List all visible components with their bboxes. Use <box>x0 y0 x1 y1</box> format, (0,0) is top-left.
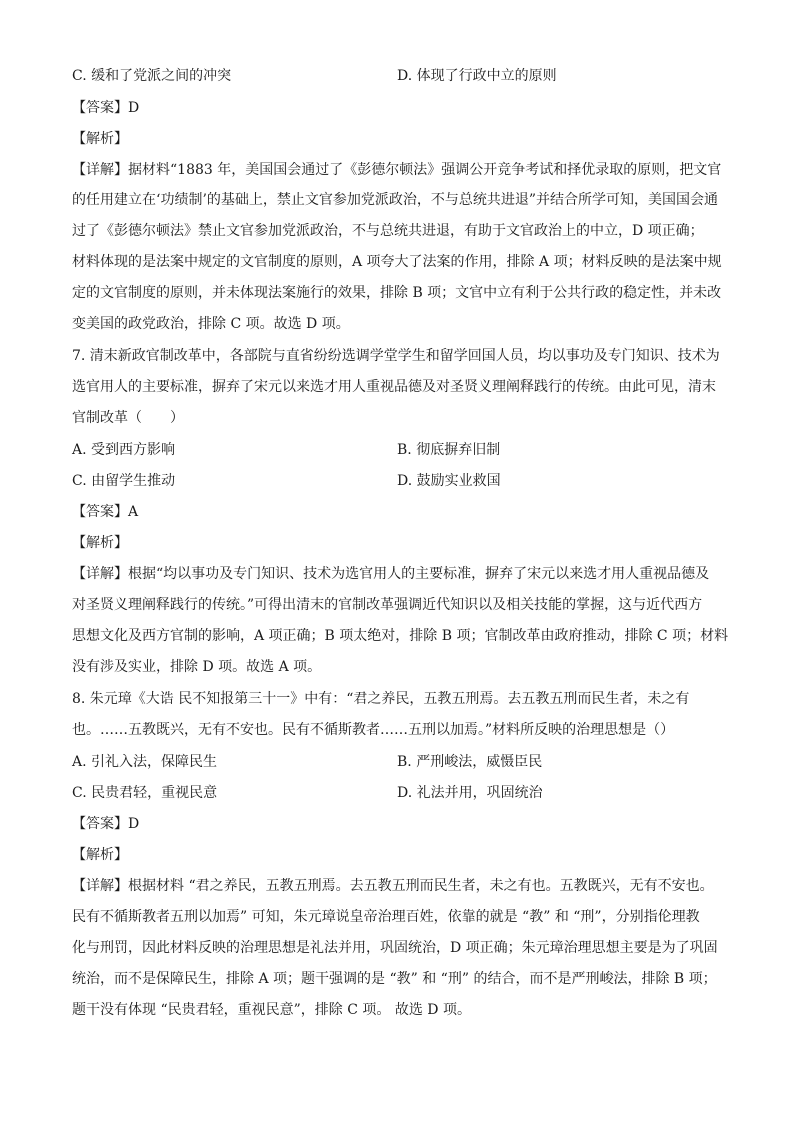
q6-detail-line: 过了《彭德尔顿法》禁止文官参加党派政治，不与总统共进退，有助于文官政治上的中立，D 项正确； <box>72 223 704 239</box>
q6-option-c: C. 缓和了党派之间的冲突 <box>72 68 232 84</box>
q6-answer: 【答案】D <box>72 100 140 116</box>
q6-detail-line: 【详解】据材料“1883 年，美国国会通过了《彭德尔顿法》强调公开竞争考试和择优录取的原则，把文官 <box>72 162 722 178</box>
q8-detail-line: 化与刑罚，因此材料反映的治理思想是礼法并用，巩固统治，D 项正确；朱元璋治理思想主要是为了巩固 <box>72 940 718 956</box>
q7-detail-line: 【详解】根据“均以事功及专门知识、技术为选官用人的主要标准，摒弃了宋元以来选才用人重视品德及 <box>72 566 710 582</box>
q7-analysis-label: 【解析】 <box>72 535 128 551</box>
q6-detail-line: 的任用建立在‘功绩制’的基础上，禁止文官参加党派政治，不与总统共进退”并结合所学可知，美国国会通 <box>72 192 719 208</box>
q8-option-c: C. 民贵君轻，重视民意 <box>72 785 218 801</box>
q7-option-d: D. 鼓励实业救国 <box>397 473 501 489</box>
q6-detail-line: 定的文官制度的原则，并未体现法案施行的效果，排除 B 项；文官中立有利于公共行政的稳定性，并未改 <box>72 285 722 301</box>
q6-analysis-label: 【解析】 <box>72 131 128 147</box>
q8-detail-line: 民有不循斯教者五刑以加焉” 可知，朱元璋说皇帝治理百姓，依靠的就是 “教” 和 “刑”，分别指伦理教 <box>72 909 700 925</box>
q8-detail-line: 题干没有体现 “民贵君轻，重视民意”，排除 C 项。 故选 D 项。 <box>72 1002 471 1018</box>
q8-option-a: A. 引礼入法，保障民生 <box>72 754 218 770</box>
q7-option-b: B. 彻底摒弃旧制 <box>397 442 501 458</box>
q8-detail-line: 【详解】根据材料 “君之养民，五教五刑焉。去五教五刑而民生者，未之有也。五教既兴，无有不安也。 <box>72 878 714 894</box>
q7-stem-line: 官制改革（ ） <box>72 410 184 426</box>
q7-detail-line: 思想文化及西方官制的影响，A 项正确；B 项太绝对，排除 B 项；官制改革由政府推动，排除 C 项；材料 <box>72 628 729 644</box>
q8-detail-line: 统治，而不是保障民生，排除 A 项；题干强调的是 “教” 和 “刑” 的结合，而不是严刑峻法，排除 B 项； <box>72 971 717 987</box>
q7-detail-line: 对圣贤义理阐释践行的传统。”可得出清末的官制改革强调近代知识以及相关技能的掌握，这与近代西方 <box>72 597 703 613</box>
q7-stem-line: 7. 清末新政官制改革中，各部院与直省纷纷选调学堂学生和留学回国人员，均以事功及专门知识、技术为 <box>72 348 720 364</box>
q6-detail-line: 变美国的政党政治，排除 C 项。故选 D 项。 <box>72 316 350 332</box>
q7-detail-line: 没有涉及实业，排除 D 项。故选 A 项。 <box>72 659 322 675</box>
q8-stem-line: 也。……五教既兴，无有不安也。民有不循斯教者……五刑以加焉。”材料所反映的治理思想是（） <box>72 722 675 738</box>
q7-stem-line: 选官用人的主要标准，摒弃了宋元以来选才用人重视品德及对圣贤义理阐释践行的传统。由此可见，清末 <box>72 379 716 395</box>
q8-analysis-label: 【解析】 <box>72 847 128 863</box>
q6-option-d: D. 体现了行政中立的原则 <box>397 68 557 84</box>
q8-answer: 【答案】D <box>72 816 140 832</box>
q8-option-b: B. 严刑峻法，威慑臣民 <box>397 754 543 770</box>
q7-answer: 【答案】A <box>72 504 139 520</box>
q8-option-d: D. 礼法并用，巩固统治 <box>397 785 543 801</box>
q6-detail-line: 材料体现的是法案中规定的文官制度的原则，A 项夸大了法案的作用，排除 A 项；材料反映的是法案中规 <box>72 254 722 270</box>
q8-stem-line: 8. 朱元璋《大诰 民不知报第三十一》中有：“君之养民，五教五刑焉。去五教五刑而民生者，未之有 <box>72 691 690 707</box>
q7-option-a: A. 受到西方影响 <box>72 442 176 458</box>
q7-option-c: C. 由留学生推动 <box>72 473 176 489</box>
